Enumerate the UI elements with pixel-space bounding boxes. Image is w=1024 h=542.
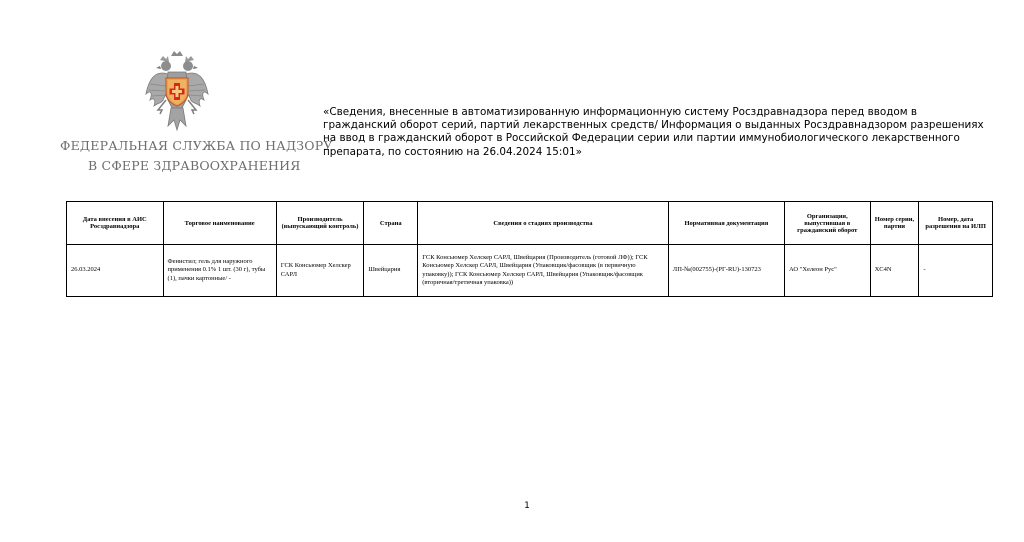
col-header-organization: Организация, выпустившая в гражданский оборот — [785, 202, 871, 245]
col-header-manufacturer: Производитель (выпускающий контроль) — [276, 202, 364, 245]
cell-manufacturer: ГСК Консьюмер Хелскер САРЛ — [276, 245, 364, 297]
col-header-stages: Сведения о стадиях производства — [418, 202, 669, 245]
table-header-row — [67, 202, 993, 245]
col-header-trade-name: Торговое наименование — [163, 202, 276, 245]
col-header-country: Страна — [364, 202, 418, 245]
agency-logo — [60, 50, 333, 178]
col-header-normative-doc: Нормативная документация — [668, 202, 784, 245]
cell-organization: АО "Хелеон Рус" — [785, 245, 871, 297]
table-row — [67, 245, 993, 297]
cell-series: XC4N — [870, 245, 919, 297]
agency-name-line1: ФЕДЕРАЛЬНАЯ СЛУЖБА ПО НАДЗОРУ — [60, 138, 333, 153]
cell-trade-name: Фенистил; гель для наружного применения 0.1% 1 шт. (30 г), тубы (1), пачки картонные/ - — [163, 245, 276, 297]
cell-permit: - — [919, 245, 993, 297]
page-number: 1 — [524, 501, 530, 511]
col-header-series: Номер серии, партии — [870, 202, 919, 245]
agency-name-line2: В СФЕРЕ ЗДРАВООХРАНЕНИЯ — [88, 158, 301, 173]
cell-normative-doc: ЛП-№(002755)-(РГ-RU)-130723 — [668, 245, 784, 297]
cell-country: Швейцария — [364, 245, 418, 297]
cell-stages: ГСК Консьюмер Хелскер САРЛ, Швейцария (Производитель (готовой ЛФ)); ГСК Консьюмер Хелскер САРЛ, Швейцария (Упаковщик/фасовщик (в первичную упаковку)); ГСК Консьюмер Хелскер САРЛ, Швейцария (Упаковщик/фасовщик (вторичная/третичная упаковка)) — [418, 245, 669, 297]
cell-date: 26.03.2024 — [67, 245, 164, 297]
roszdravnadzor-eagle-emblem-icon — [144, 50, 210, 132]
col-header-permit: Номер, дата разрешения на ИЛП — [919, 202, 993, 245]
registry-table — [66, 201, 993, 297]
col-header-date: Дата внесения в АИС Росздравнадзора — [67, 202, 164, 245]
document-heading: «Сведения, внесенные в автоматизированную информационную систему Росздравнадзора перед вводом в гражданский оборот серий, партий лекарственных средств/ Информация о выданных Росздравнадзором разрешениях на ввод в гражданский оборот в Российской Федерации серии или партии иммунобиологического лекарственного препарата, по состоянию на 26.04.2024 15:01» — [323, 106, 984, 158]
